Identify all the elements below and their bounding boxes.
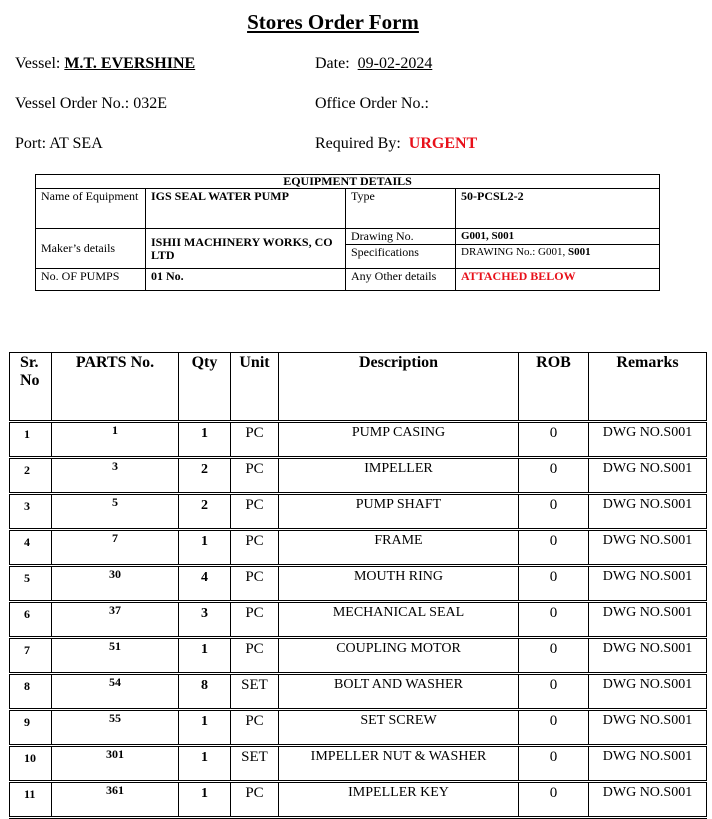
part-no-cell: 7 [52,530,179,566]
rob-cell: 0 [519,638,589,674]
remarks-cell: DWG NO.S001 [589,422,707,458]
maker-label: Maker’s details [36,229,146,269]
part-no-cell: 54 [52,674,179,710]
remarks-cell: DWG NO.S001 [589,530,707,566]
qty-cell: 1 [179,710,231,746]
unit-cell: PC [231,566,279,602]
equipment-caption: EQUIPMENT DETAILS [36,175,660,189]
part-no-cell: 5 [52,494,179,530]
remarks-cell: DWG NO.S001 [589,710,707,746]
remarks-cell: DWG NO.S001 [589,566,707,602]
required-by-field [315,135,477,153]
remarks-cell: DWG NO.S001 [589,782,707,818]
table-row [10,746,707,782]
sr-cell: 11 [10,782,52,818]
parts-body [10,422,707,818]
header-sr: Sr. No [10,353,52,422]
vessel-label: Vessel: [15,55,61,72]
page-title: Stores Order Form [247,10,419,34]
office-order-label: Office Order No.: [315,95,429,112]
equipment-name-label: Name of Equipment [36,189,146,229]
parts-table [9,352,707,819]
part-no-cell: 3 [52,458,179,494]
table-row [10,494,707,530]
drawing-value: G001, S001 [456,229,660,245]
sr-cell: 7 [10,638,52,674]
required-by-label: Required By: [315,135,401,152]
rob-cell: 0 [519,782,589,818]
pumps-value: 01 No. [146,269,346,291]
table-row [10,710,707,746]
part-no-cell: 55 [52,710,179,746]
unit-cell: PC [231,530,279,566]
description-cell: IMPELLER KEY [279,782,519,818]
pumps-label: No. OF PUMPS [36,269,146,291]
remarks-cell: DWG NO.S001 [589,494,707,530]
header-remarks: Remarks [589,353,707,422]
description-cell: FRAME [279,530,519,566]
drawing-label: Drawing No. [346,229,456,245]
unit-cell: PC [231,602,279,638]
office-order-field [315,95,429,113]
spec-value-bold: S001 [567,246,591,258]
sr-cell: 6 [10,602,52,638]
vessel-order-label: Vessel Order No.: [15,95,130,112]
sr-cell: 4 [10,530,52,566]
rob-cell: 0 [519,458,589,494]
rob-cell: 0 [519,602,589,638]
description-cell: IMPELLER NUT & WASHER [279,746,519,782]
table-row [10,674,707,710]
equipment-details-table [35,174,660,291]
unit-cell: PC [231,710,279,746]
part-no-cell: 37 [52,602,179,638]
description-cell: COUPLING MOTOR [279,638,519,674]
table-row [10,782,707,818]
port-field [15,135,103,153]
table-row [10,602,707,638]
unit-cell: PC [231,782,279,818]
spec-value-prefix: DRAWING No.: G001, [461,246,566,258]
vessel-order-field [15,95,167,113]
date-field [315,55,432,73]
description-cell: PUMP CASING [279,422,519,458]
other-details-label: Any Other details [346,269,456,291]
qty-cell: 1 [179,530,231,566]
vessel-field [15,55,195,73]
vessel-value: M.T. EVERSHINE [64,55,196,72]
description-cell: IMPELLER [279,458,519,494]
part-no-cell: 361 [52,782,179,818]
table-row [10,530,707,566]
sr-cell: 8 [10,674,52,710]
remarks-cell: DWG NO.S001 [589,746,707,782]
maker-value: ISHII MACHINERY WORKS, CO LTD [146,229,346,269]
description-cell: MECHANICAL SEAL [279,602,519,638]
unit-cell: PC [231,458,279,494]
remarks-cell: DWG NO.S001 [589,674,707,710]
description-cell: BOLT AND WASHER [279,674,519,710]
part-no-cell: 301 [52,746,179,782]
unit-cell: SET [231,746,279,782]
header-unit: Unit [231,353,279,422]
part-no-cell: 51 [52,638,179,674]
qty-cell: 3 [179,602,231,638]
rob-cell: 0 [519,494,589,530]
sr-cell: 9 [10,710,52,746]
header-description: Description [279,353,519,422]
description-cell: SET SCREW [279,710,519,746]
table-row [10,566,707,602]
rob-cell: 0 [519,710,589,746]
qty-cell: 4 [179,566,231,602]
sr-cell: 1 [10,422,52,458]
port-value: AT SEA [49,135,103,152]
required-by-value: URGENT [408,135,478,152]
rob-cell: 0 [519,674,589,710]
rob-cell: 0 [519,566,589,602]
rob-cell: 0 [519,422,589,458]
unit-cell: PC [231,422,279,458]
qty-cell: 1 [179,638,231,674]
qty-cell: 2 [179,494,231,530]
unit-cell: SET [231,674,279,710]
unit-cell: PC [231,638,279,674]
parts-header-row [10,353,707,422]
date-value: 09-02-2024 [357,55,433,72]
table-row [10,422,707,458]
other-details-value: ATTACHED BELOW [456,269,660,291]
sr-cell: 10 [10,746,52,782]
header-rob: ROB [519,353,589,422]
table-row [10,638,707,674]
equipment-type-label: Type [346,189,456,229]
header-parts-no: PARTS No. [52,353,179,422]
qty-cell: 1 [179,746,231,782]
sr-cell: 5 [10,566,52,602]
unit-cell: PC [231,494,279,530]
spec-value [456,245,660,269]
table-row [10,458,707,494]
remarks-cell: DWG NO.S001 [589,638,707,674]
qty-cell: 1 [179,782,231,818]
part-no-cell: 30 [52,566,179,602]
rob-cell: 0 [519,746,589,782]
spec-label: Specifications [346,245,456,269]
remarks-cell: DWG NO.S001 [589,602,707,638]
equipment-name-value: IGS SEAL WATER PUMP [146,189,346,229]
sr-cell: 2 [10,458,52,494]
description-cell: MOUTH RING [279,566,519,602]
description-cell: PUMP SHAFT [279,494,519,530]
vessel-order-value: 032E [133,95,167,112]
part-no-cell: 1 [52,422,179,458]
port-label: Port: [15,135,47,152]
equipment-type-value: 50-PCSL2-2 [456,189,660,229]
header-qty: Qty [179,353,231,422]
sr-cell: 3 [10,494,52,530]
qty-cell: 2 [179,458,231,494]
qty-cell: 1 [179,422,231,458]
date-label: Date: [315,55,350,72]
remarks-cell: DWG NO.S001 [589,458,707,494]
rob-cell: 0 [519,530,589,566]
qty-cell: 8 [179,674,231,710]
